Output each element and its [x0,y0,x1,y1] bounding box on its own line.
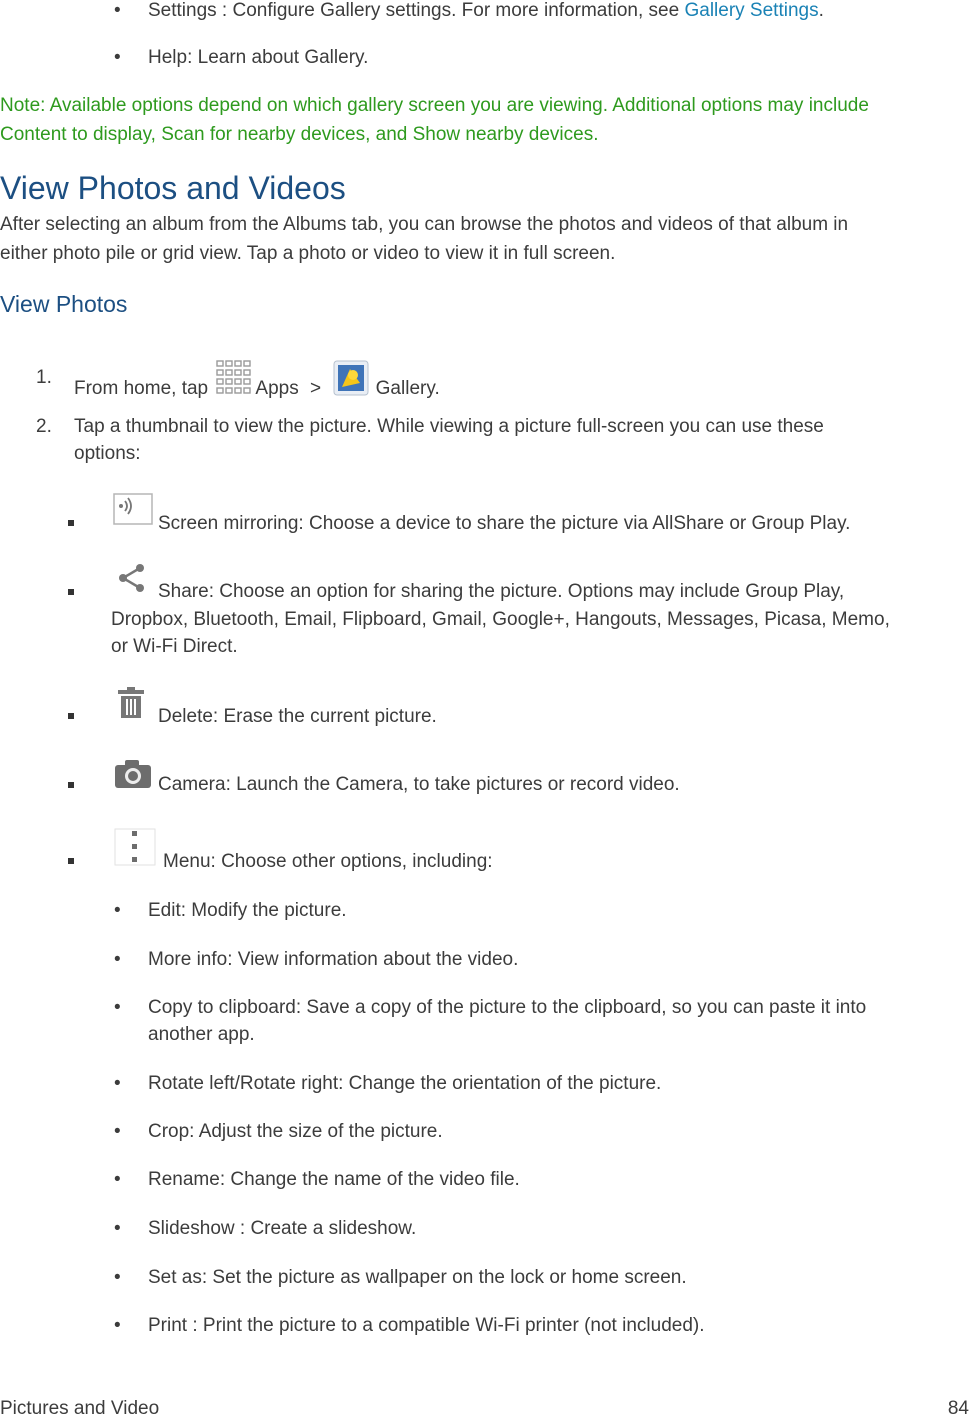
menu-item-copy-line-1: Copy to clipboard: Save a copy of the picture to the clipboard, so you can paste it into [148,997,867,1018]
intro-line-1: After selecting an album from the Albums tab, you can browse the photos and videos of that album in [0,214,849,235]
menu-item-crop: Crop: Adjust the size of the picture. [148,1121,443,1142]
settings-end: . [818,0,824,21]
footer-section: Pictures and Video [0,1398,160,1419]
menu-item-set-as: Set as: Set the picture as wallpaper on the lock or home screen. [148,1267,687,1288]
step-2-line-1: Tap a thumbnail to view the picture. While viewing a picture full-screen you can use these [74,416,824,437]
step-1-end: . [434,378,440,400]
help-bullet [148,47,368,69]
bullet-dot: • [114,900,121,921]
camera-icon [113,758,153,796]
menu-text: Menu: Choose other options, including: [163,851,493,872]
step-separator: > [309,378,322,400]
footer-page-number: 84 [947,1398,969,1419]
menu-item-rotate: Rotate left/Rotate right: Change the orientation of the picture. [148,1073,662,1094]
menu-item-edit: Edit: Modify the picture. [148,900,347,921]
screen-mirroring-icon [113,493,153,531]
step-number: 1. [36,367,52,388]
bullet-dot: • [114,997,121,1018]
note-line-1: Note: Available options depend on which gallery screen you are viewing. Additional options may include [0,95,869,116]
square-bullet [68,520,74,526]
subsection-title: View Photos [0,291,128,317]
menu-item-more-info: More info: View information about the video. [148,949,519,970]
square-bullet [68,713,74,719]
apps-grid-icon [215,359,253,403]
menu-item-print: Print : Print the picture to a compatible Wi-Fi printer (not included). [148,1315,705,1336]
screen-mirroring-text: Screen mirroring: Choose a device to share the picture via AllShare or Group Play. [158,513,851,534]
share-line-3: or Wi-Fi Direct. [111,636,238,657]
bullet-dot: • [114,1315,121,1336]
bullet-dot: • [114,1121,121,1142]
share-line-1: Share: Choose an option for sharing the picture. Options may include Group Play, [158,581,845,602]
step-2-line-2: options: [74,443,141,464]
apps-label: Apps [255,378,299,400]
delete-text: Delete: Erase the current picture. [158,706,437,727]
bullet-dot: • [114,1169,121,1190]
step-1 [74,367,440,411]
menu-item-rename: Rename: Change the name of the video file. [148,1169,520,1190]
step-1-pre: From home, tap [74,378,209,400]
menu-item-slideshow: Slideshow : Create a slideshow. [148,1218,417,1239]
bullet-dot: • [114,1267,121,1288]
share-line-2: Dropbox, Bluetooth, Email, Flipboard, Gmail, Google+, Hangouts, Messages, Picasa, Memo, [111,609,890,630]
bullet-dot: • [114,47,121,68]
camera-text: Camera: Launch the Camera, to take pictures or record video. [158,774,680,795]
intro-line-2: either photo pile or grid view. Tap a photo or video to view it in full screen. [0,243,616,264]
bullet-dot: • [114,1073,121,1094]
square-bullet [68,589,74,595]
gallery-settings-link[interactable]: Gallery Settings [684,0,819,21]
step-number: 2. [36,416,52,437]
trash-icon [116,686,146,726]
share-icon [116,562,148,600]
square-bullet [68,858,74,864]
square-bullet [68,782,74,788]
help-label: Help [148,47,188,68]
bullet-dot: • [114,949,121,970]
settings-bullet [148,0,824,22]
gallery-app-icon [332,359,370,403]
section-title: View Photos and Videos [0,170,346,206]
settings-text: : Configure Gallery settings. For more information, see [216,0,685,21]
gallery-label: Gallery [375,378,435,400]
menu-icon [114,828,156,872]
settings-label: Settings [148,0,217,21]
menu-item-copy-line-2: another app. [148,1024,255,1045]
bullet-dot: • [114,0,121,21]
help-text: : Learn about Gallery. [187,47,369,68]
note-line-2: Content to display, Scan for nearby devices, and Show nearby devices. [0,124,599,145]
bullet-dot: • [114,1218,121,1239]
